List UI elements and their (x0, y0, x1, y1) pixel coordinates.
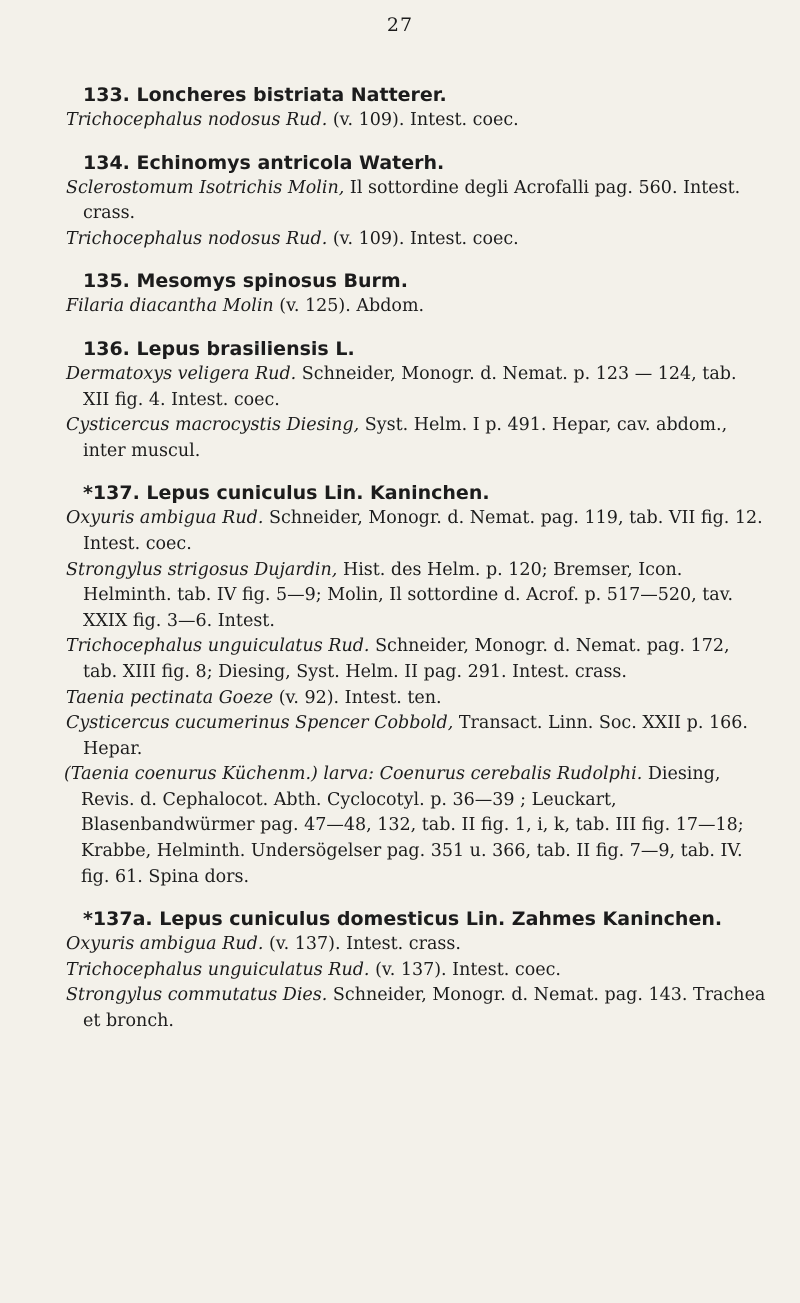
parasite-reference: Transact. Linn. Soc. XXII p. 166. Hepar. (83, 713, 748, 759)
parasite-taxon: Cysticercus cucumerinus Spencer Cobbold, (66, 713, 454, 734)
parasite-reference: (v. 125). Abdom. (273, 296, 425, 317)
parasite-entry (66, 958, 766, 984)
species-heading: 136. Lepus brasiliensis L. (83, 337, 355, 360)
parasite-reference: Hist. des Helm. p. 120; Bremser, Icon. Helminth. tab. IV fig. 5—9; Molin, Il sottordine d. Acrof. p. 517—520, tav. XXIX fig. 3—6. Intest. (83, 559, 734, 631)
parasite-taxon: Dermatoxys veligera Rud. (66, 363, 297, 384)
parasite-taxon: Trichocephalus nodosus Rud. (66, 110, 328, 130)
parasite-taxon: Filaria diacantha Molin (66, 296, 274, 317)
parasite-reference: (v. 137). Intest. crass. (263, 934, 461, 955)
parasite-taxon: Strongylus commutatus Dies. (66, 985, 328, 1006)
parasite-entry (66, 413, 766, 464)
parasite-entry (66, 294, 766, 320)
parasite-taxon: Sclerostomum Isotrichis Molin, (66, 177, 345, 198)
parasite-entry (64, 762, 766, 890)
parasite-reference: Diesing, Revis. d. Cephalocot. Abth. Cyclocotyl. p. 36—39 ; Leuckart, Blasenbandwürmer pag. 47—48, 132, tab. II fig. 1, i, k, tab. III fig. 17—18; Krabbe, Helminth. Undersögelser pag. 351 u. 366, tab. II fig. 7—9, tab. IV. fig. 61. Spina dors. (81, 764, 744, 887)
species-section (66, 336, 766, 464)
parasite-reference: (v. 109). Intest. coec. (327, 110, 519, 130)
parasite-taxon: (Taenia coenurus Küchenm.) larva: Coenurus cerebalis Rudolphi. (64, 764, 643, 785)
parasite-reference: (v. 92). Intest. ten. (273, 687, 442, 708)
species-heading: 134. Echinomys antricola Waterh. (83, 151, 445, 174)
parasite-reference: Schneider, Monogr. d. Nemat. pag. 172, tab. XIII fig. 8; Diesing, Syst. Helm. II pag. 291. Intest. crass. (83, 636, 730, 682)
species-heading: 133. Loncheres bistriata Natterer. (83, 84, 447, 106)
parasite-entry (66, 634, 766, 685)
species-section (66, 82, 766, 134)
parasite-entry (66, 686, 766, 712)
species-section (66, 906, 766, 1034)
species-section (66, 480, 766, 890)
parasite-reference: Il sottordine degli Acrofalli pag. 560. Intest. crass. (83, 177, 741, 224)
parasite-taxon: Trichocephalus nodosus Rud. (66, 228, 328, 249)
parasite-entry (66, 711, 766, 762)
parasite-entry (66, 983, 766, 1034)
species-section (66, 268, 766, 320)
parasite-taxon: Trichocephalus unguiculatus Rud. (66, 959, 370, 980)
page-body (66, 82, 766, 1035)
parasite-entry (66, 506, 766, 557)
page-number: 27 (386, 14, 414, 36)
parasite-taxon: Strongylus strigosus Dujardin, (66, 559, 338, 580)
parasite-entry (66, 932, 766, 958)
species-heading: *137. Lepus cuniculus Lin. Kaninchen. (83, 482, 490, 505)
parasite-taxon: Trichocephalus unguiculatus Rud. (66, 636, 370, 657)
parasite-taxon: Cysticercus macrocystis Diesing, (66, 415, 360, 436)
parasite-taxon: Taenia pectinata Goeze (66, 687, 274, 708)
parasite-entry (66, 176, 766, 227)
parasite-entry (66, 558, 766, 635)
parasite-reference: Schneider, Monogr. d. Nemat. pag. 119, tab. VII fig. 12. Intest. coec. (83, 508, 763, 554)
parasite-entry (66, 362, 766, 413)
parasite-reference: (v. 109). Intest. coec. (327, 228, 519, 249)
parasite-reference: (v. 137). Intest. coec. (369, 959, 561, 980)
parasite-entry (66, 108, 766, 134)
parasite-reference: Syst. Helm. I p. 491. Hepar, cav. abdom., inter muscul. (83, 415, 728, 461)
species-heading: *137a. Lepus cuniculus domesticus Lin. Zahmes Kaninchen. (83, 908, 723, 931)
parasite-entry (66, 227, 766, 253)
parasite-taxon: Oxyuris ambigua Rud. (66, 508, 264, 529)
species-section (66, 150, 766, 253)
parasite-taxon: Oxyuris ambigua Rud. (66, 934, 264, 955)
parasite-reference: Schneider, Monogr. d. Nemat. pag. 143. Trachea et bronch. (83, 985, 766, 1032)
species-heading: 135. Mesomys spinosus Burm. (83, 270, 408, 293)
parasite-reference: Schneider, Monogr. d. Nemat. p. 123 — 124, tab. XII fig. 4. Intest. coec. (83, 363, 737, 410)
